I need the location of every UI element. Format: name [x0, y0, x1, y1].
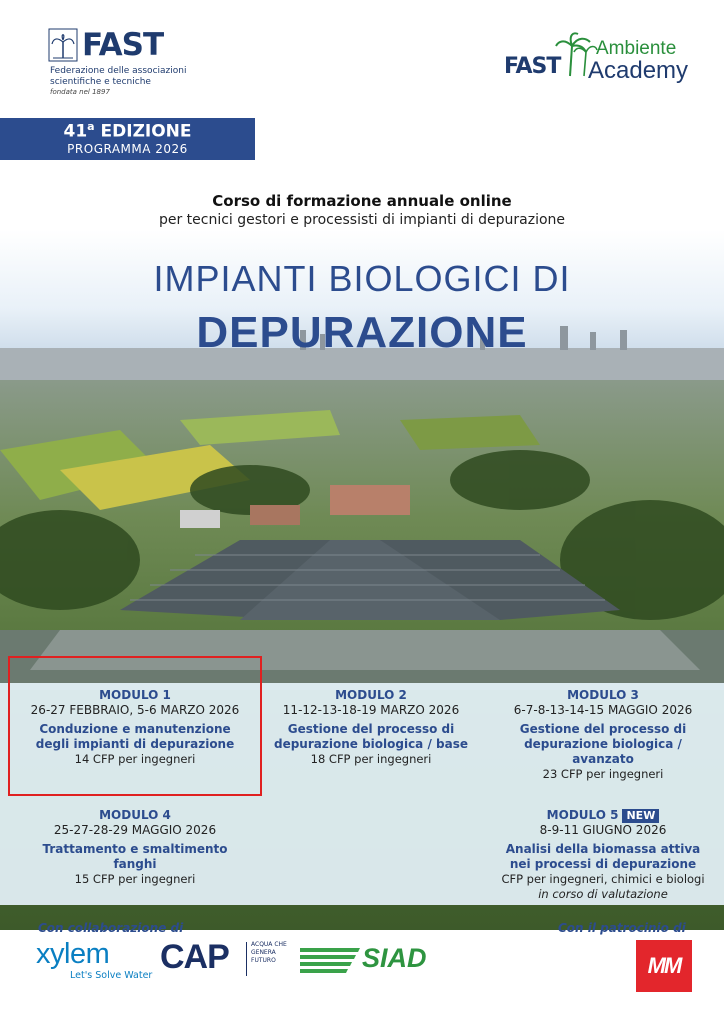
module-title: MODULO 2 — [335, 688, 407, 702]
course-title: Corso di formazione annuale online — [212, 192, 512, 210]
module-topic-line: Trattamento e smaltimento — [42, 842, 228, 856]
module-cfp: 18 CFP per ingegneri — [310, 752, 432, 766]
module-dates: 11-12-13-18-19 MARZO 2026 — [282, 703, 460, 717]
module-title — [488, 808, 718, 823]
module-topic-line: Conduzione e manutenzione — [39, 722, 231, 736]
edition-banner — [0, 118, 255, 160]
module-topic — [492, 722, 714, 767]
module-topic-line: avanzato — [572, 752, 634, 766]
module-dates: 6-7-8-13-14-15 MAGGIO 2026 — [513, 703, 693, 717]
module-topic-line: Analisi della biomassa attiva — [505, 842, 701, 856]
edition-program: PROGRAMMA 2026 — [67, 142, 188, 156]
collaboration-label: Con collaborazione di — [38, 921, 184, 935]
edition-suffix: a — [87, 120, 95, 133]
course-subtitle: per tecnici gestori e processisti di impianti di depurazione — [158, 212, 566, 228]
module-2 — [262, 688, 480, 767]
module-dates: 8-9-11 GIUGNO 2026 — [539, 823, 667, 837]
mm-logo — [636, 940, 692, 992]
module-topic-line: depurazione biologica / — [524, 737, 682, 751]
module-topic-line: depurazione biologica / base — [273, 737, 468, 751]
module-cfp: 14 CFP per ingegneri — [74, 752, 196, 766]
edition-word: EDIZIONE — [100, 121, 192, 142]
module-note: in corso di valutazione — [538, 887, 668, 901]
academy-fast-wordmark: FAST — [504, 54, 561, 79]
main-title-line1: IMPIANTI BIOLOGICI DI — [153, 258, 571, 299]
fast-wordmark: FAST — [82, 27, 164, 63]
cap-wordmark: CAP — [160, 938, 229, 976]
xylem-wordmark: xylem — [36, 938, 110, 970]
fast-logo — [48, 28, 238, 98]
cap-divider — [246, 942, 247, 976]
module-5 — [488, 808, 718, 902]
module-1-highlight-box — [8, 656, 262, 796]
module-title: MODULO 3 — [567, 688, 639, 702]
main-title-line2: DEPURAZIONE — [196, 308, 528, 357]
module-topic-line: degli impianti di depurazione — [35, 737, 235, 751]
siad-wordmark: SIAD — [362, 943, 427, 973]
module-topic — [262, 722, 480, 752]
patronage-label: Con il patrocinio di — [558, 921, 686, 935]
module-topic-line: Gestione del processo di — [287, 722, 455, 736]
academy-ambiente-text: Ambiente — [596, 38, 677, 59]
module-topic — [10, 842, 260, 872]
module-topic-line: Gestione del processo di — [519, 722, 687, 736]
module-cfp: 15 CFP per ingegneri — [74, 872, 196, 886]
academy-academy-text: Academy — [588, 57, 689, 84]
mm-wordmark: MM — [647, 953, 681, 978]
module-title: MODULO 4 — [99, 808, 171, 822]
module-title-text: MODULO 5 — [546, 808, 619, 822]
cap-logo — [160, 938, 300, 984]
siad-logo — [300, 944, 434, 974]
fast-ambiente-academy-logo — [504, 30, 704, 86]
module-cfp: CFP per ingegneri, chimici e biologi — [501, 872, 705, 886]
edition-number: 41 — [63, 121, 88, 142]
edition-label — [0, 120, 255, 142]
module-dates: 26-27 FEBBRAIO, 5-6 MARZO 2026 — [30, 703, 240, 717]
fast-subtitle: Federazione delle associazioni scientifiche e tecniche — [50, 66, 187, 87]
module-4 — [10, 808, 260, 887]
xylem-tagline: Let's Solve Water — [70, 970, 153, 981]
module-topic — [488, 842, 718, 872]
module-dates: 25-27-28-29 MAGGIO 2026 — [53, 823, 217, 837]
module-3 — [492, 688, 714, 782]
fast-emblem-icon — [48, 28, 78, 62]
xylem-logo — [36, 938, 158, 984]
module-title: MODULO 1 — [99, 688, 171, 702]
module-topic-line: fanghi — [113, 857, 157, 871]
module-cfp: 23 CFP per ingegneri — [542, 767, 664, 781]
cap-tagline: ACQUA CHE GENERA FUTURO — [251, 941, 287, 964]
fast-founded: fondata nel 1897 — [50, 88, 110, 96]
module-topic-line: nei processi di depurazione — [509, 857, 697, 871]
new-badge: NEW — [622, 809, 659, 823]
